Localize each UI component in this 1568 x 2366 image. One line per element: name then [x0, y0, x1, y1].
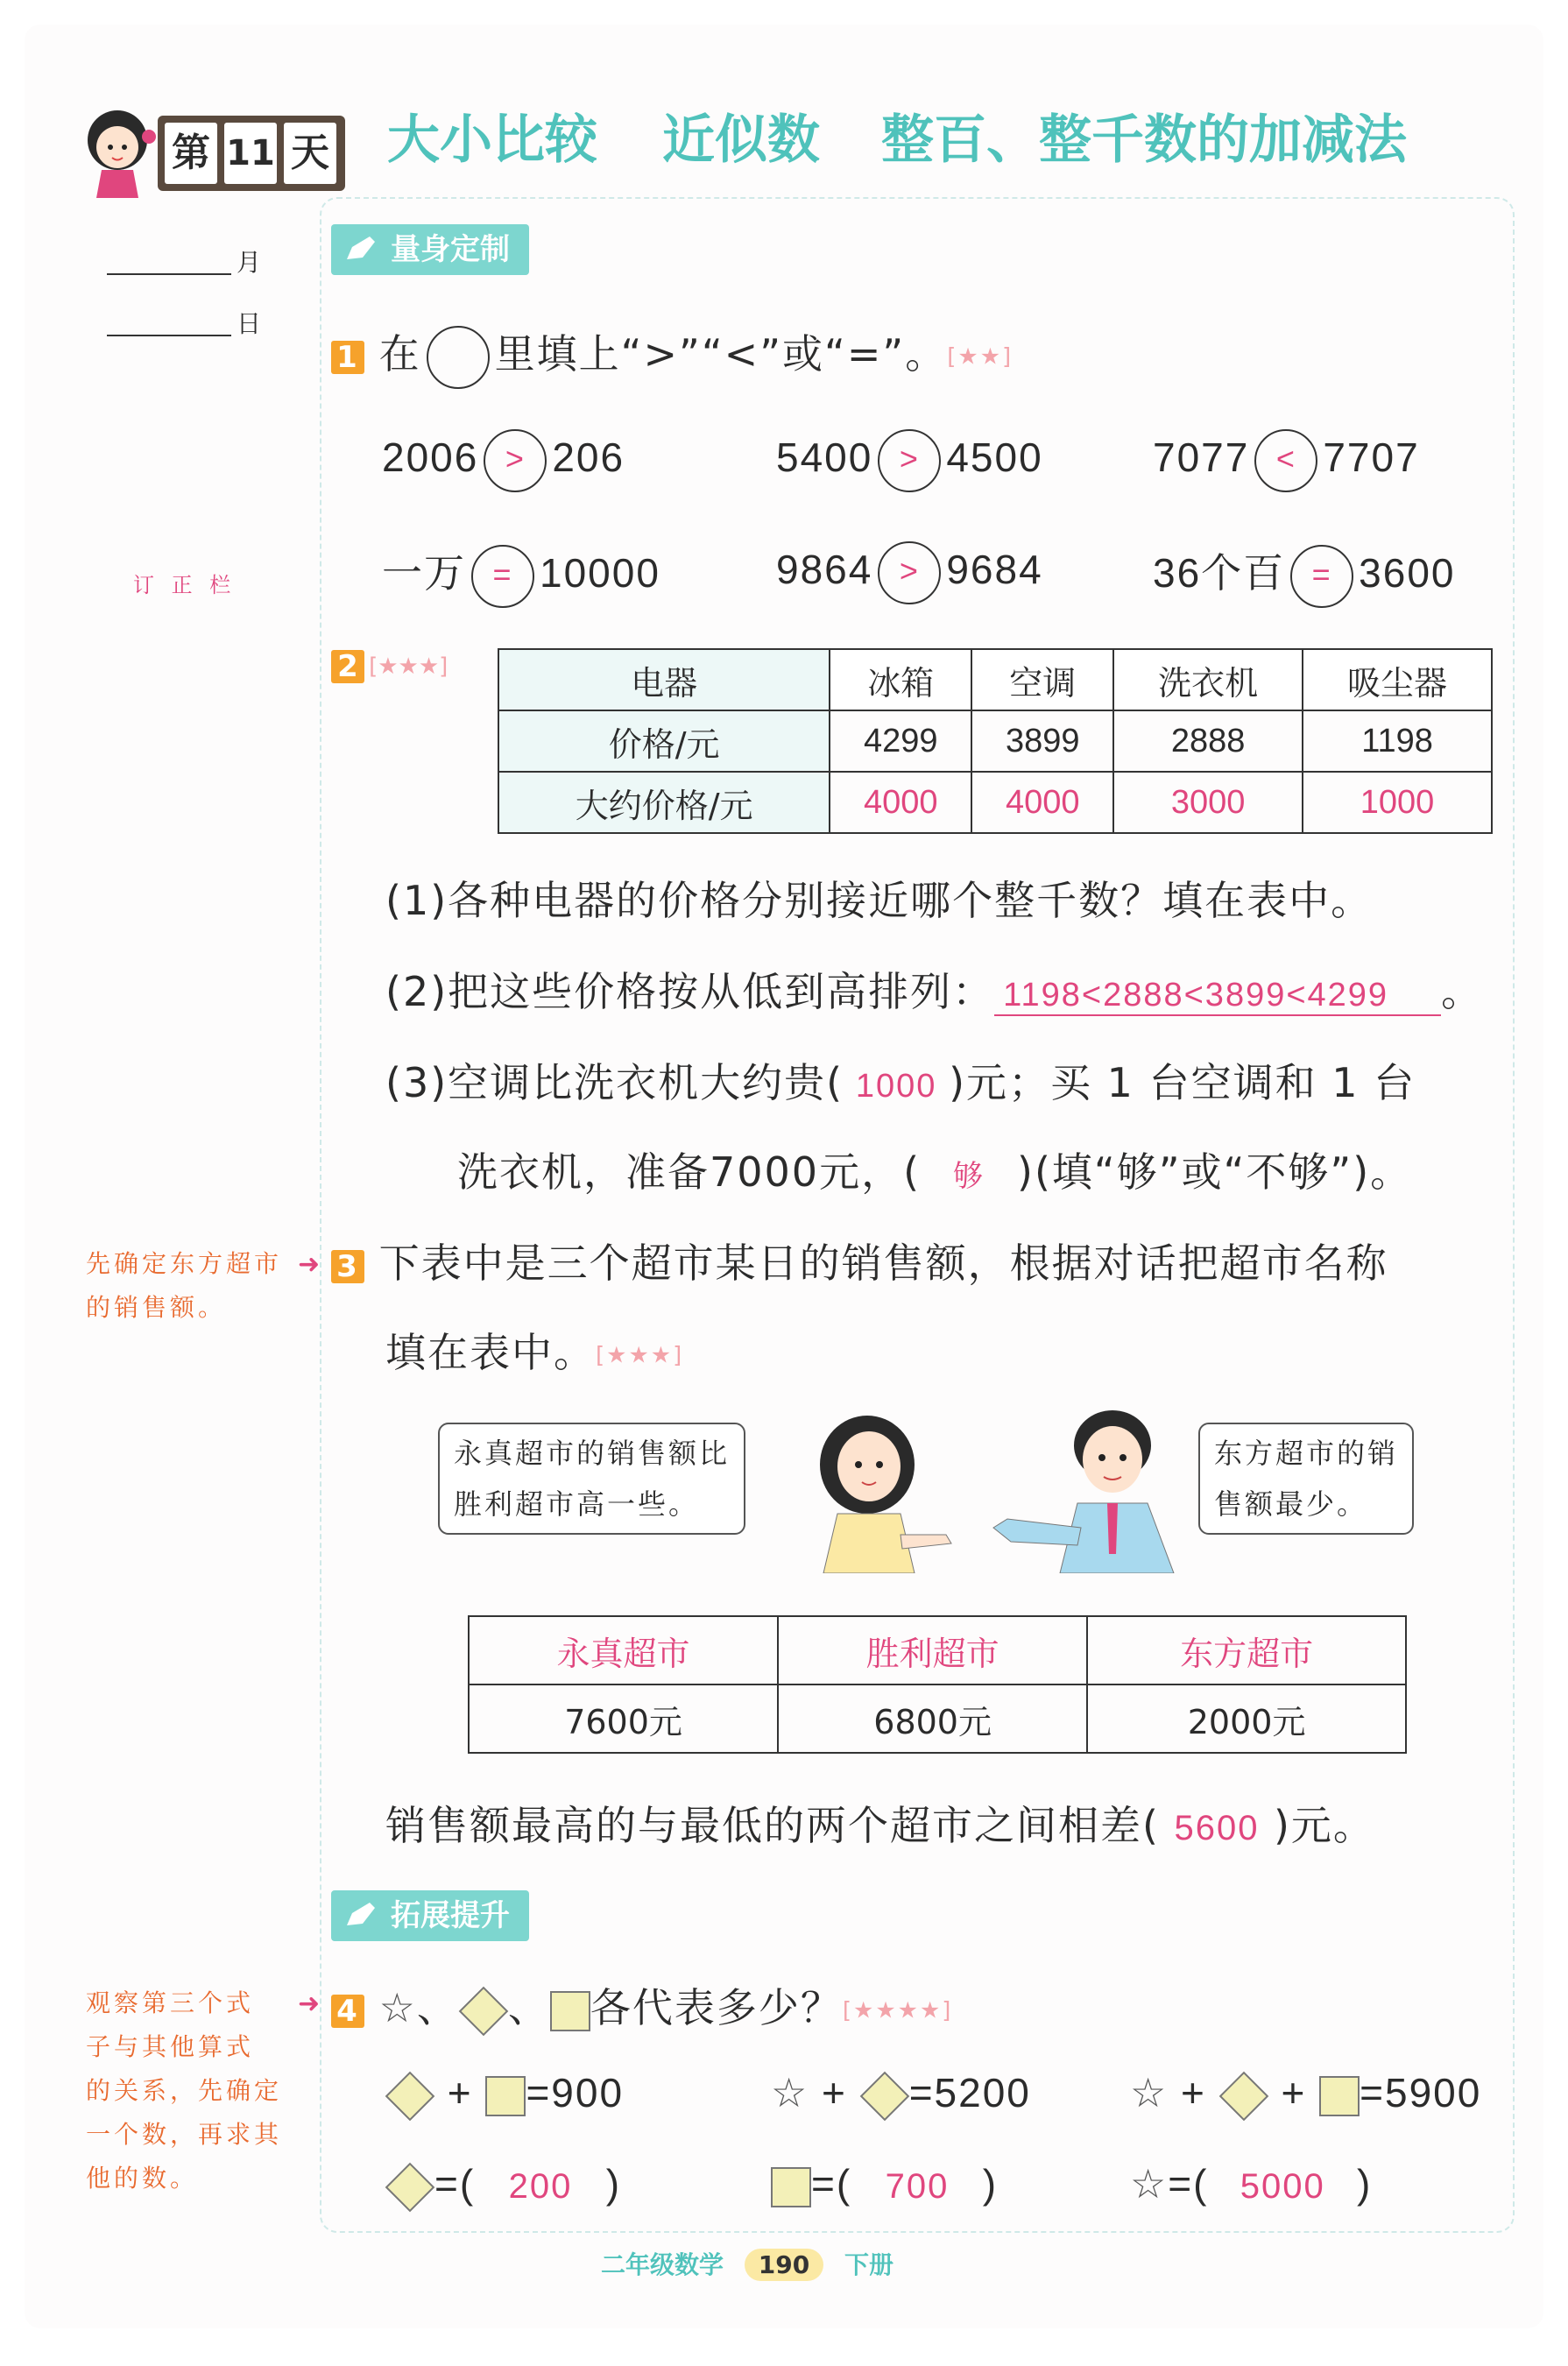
q4-prompt: 4 ☆、 、 各代表多少？[★★★★]: [331, 1976, 952, 2034]
q3-diff-answer[interactable]: 5600: [1174, 1809, 1260, 1847]
q3-hint-line2: 的销售额。: [86, 1293, 227, 1322]
q1-item-1: [382, 429, 625, 492]
q4-hint-line4: 一个数，再求其: [86, 2120, 283, 2149]
q4-eq2: ☆ + =5200: [771, 2069, 1031, 2116]
diamond-icon: [385, 2163, 435, 2213]
diamond-icon: [859, 2072, 909, 2122]
table-cell: 大约价格/元: [498, 772, 830, 833]
q1-prompt-after: 里填上“>”“<”或“=”。: [494, 330, 948, 378]
table-header-cell: 冰箱: [830, 649, 971, 710]
table-header-cell: 空调: [971, 649, 1113, 710]
q3-line2-text: 填在表中。: [385, 1329, 596, 1376]
q4-ans3: ☆=( 5000 ): [1130, 2161, 1373, 2207]
q2-sub3-answer2[interactable]: 够: [953, 1159, 985, 1194]
section-tag-extended: [331, 1890, 529, 1941]
q4-hint-line3: 的关系，先确定: [86, 2076, 283, 2105]
star-icon: ☆: [378, 1984, 417, 2031]
q1-item-5-right: 9684: [946, 547, 1043, 593]
answer-cell[interactable]: 永真超市: [469, 1616, 778, 1684]
table-row: [469, 1616, 1406, 1684]
q1-item-6-left: 36个百: [1153, 550, 1286, 596]
boy-speech-bubble: [1198, 1423, 1414, 1535]
diamond-icon: [385, 2072, 435, 2122]
table-cell: 2888: [1113, 710, 1303, 772]
q4-eq1: + =900: [385, 2069, 624, 2116]
table-row: [498, 772, 1492, 833]
table-header-cell: 电器: [498, 649, 830, 710]
q3-arrow-icon: ➜: [298, 1249, 321, 1280]
q1-item-6-right: 3600: [1359, 550, 1456, 596]
q2-label: [331, 650, 448, 683]
table-cell: 1198: [1303, 710, 1492, 772]
diamond-icon: [459, 1986, 509, 2036]
star-icon: ☆: [1130, 2070, 1169, 2115]
q4-ans-star[interactable]: 5000: [1240, 2167, 1325, 2206]
q4-ans1: =( 200 ): [385, 2160, 621, 2207]
topic-1: 大小比较: [387, 109, 597, 171]
table-row: [498, 649, 1492, 710]
q2-sub3-a: (3)空调比洗衣机大约贵(: [385, 1059, 844, 1106]
q1-item-3-left: 7077: [1153, 434, 1250, 481]
q2-sub2-answer[interactable]: 1198<2888<3899<4299: [994, 977, 1441, 1016]
footer-right: 下册: [844, 2250, 893, 2279]
q2-number: 2: [331, 650, 364, 683]
q3-diff-a: 销售额最高的与最低的两个超市之间相差(: [385, 1802, 1160, 1849]
girl-mascot: [77, 103, 158, 200]
table-header-cell: 洗衣机: [1113, 649, 1303, 710]
page-number: 190: [745, 2249, 823, 2281]
q4-number: 4: [331, 1995, 364, 2028]
day-badge: [158, 116, 345, 191]
square-icon: [1319, 2076, 1360, 2116]
q2-sub3: [385, 1051, 1416, 1109]
q3-hint: [86, 1242, 282, 1330]
answer-cell[interactable]: 东方超市: [1087, 1616, 1406, 1684]
q2-sub3-b: )元；买 1 台空调和 1 台: [949, 1059, 1416, 1106]
q1-item-6-answer[interactable]: =: [1290, 545, 1353, 608]
q1-item-4: [382, 541, 660, 608]
q4-arrow-icon: ➜: [298, 1988, 321, 2019]
q1-item-1-right: 206: [552, 434, 625, 481]
pencil-icon: [343, 233, 378, 265]
day-prefix: 第: [165, 123, 217, 184]
pencil-icon: [343, 1899, 378, 1931]
table-cell: 3899: [971, 710, 1113, 772]
table-row: [498, 710, 1492, 772]
q2-sub3-cont: [457, 1141, 1412, 1198]
bubble-girl-line2: 胜利超市高一些。: [454, 1487, 700, 1521]
q4-eq2-value: =5200: [908, 2070, 1031, 2115]
answer-cell[interactable]: 1000: [1303, 772, 1492, 833]
empty-circle-icon: [427, 326, 490, 389]
q4-eq1-value: =900: [526, 2070, 625, 2115]
q4-ans2: =( 700 ): [771, 2160, 998, 2207]
q2-sub1: (1)各种电器的价格分别接近哪个整千数？填在表中。: [385, 877, 1374, 924]
q2-sub2: [385, 960, 1483, 1018]
month-label: 月: [237, 248, 262, 277]
table-cell: 7600元: [469, 1684, 778, 1753]
q3-line1-text: 下表中是三个超市某日的销售额，根据对话把超市名称: [378, 1240, 1388, 1287]
q3-stars: [★★★]: [596, 1342, 684, 1369]
table-cell: 6800元: [778, 1684, 1087, 1753]
q1-item-5-answer[interactable]: >: [878, 541, 941, 604]
appliance-price-table: [498, 648, 1493, 834]
q1-item-4-answer[interactable]: =: [471, 545, 534, 608]
q3-number: 3: [331, 1250, 364, 1283]
q2-sub3-d: )(填“够”或“不够”)。: [1017, 1148, 1413, 1196]
q1-item-3-answer[interactable]: <: [1254, 429, 1317, 492]
q4-prompt-text: 各代表多少？: [590, 1984, 843, 2031]
star-icon: ☆: [1130, 2161, 1169, 2207]
supermarket-sales-table: [468, 1615, 1407, 1754]
q1-item-1-left: 2006: [382, 434, 479, 481]
table-cell: 价格/元: [498, 710, 830, 772]
day-suffix: 天: [284, 123, 336, 184]
section-tag-extended-label: 拓展提升: [391, 1898, 510, 1933]
bubble-girl-line1: 永真超市的销售额比: [454, 1437, 731, 1470]
day-number: 11: [224, 123, 277, 184]
q3-line2: [385, 1321, 683, 1379]
q1-item-1-answer[interactable]: >: [484, 429, 547, 492]
topic-2: 近似数: [662, 109, 820, 171]
section-tag-tailored: [331, 224, 529, 275]
q1-item-4-left: 一万: [382, 550, 466, 596]
day-line: [107, 335, 231, 336]
q4-ans-diamond[interactable]: 200: [508, 2167, 573, 2206]
correction-label: 订 正 栏: [133, 573, 237, 597]
q3-hint-line1: 先确定东方超市: [86, 1249, 283, 1278]
q4-eq3: ☆ + + =5900: [1130, 2069, 1481, 2116]
q2-sub2-text: (2)把这些价格按从低到高排列：: [385, 968, 995, 1015]
day-label: 日: [237, 309, 262, 338]
answer-cell[interactable]: 3000: [1113, 772, 1303, 833]
diamond-icon: [1218, 2072, 1268, 2122]
answer-cell[interactable]: 4000: [971, 772, 1113, 833]
q1-item-2-right: 4500: [946, 434, 1043, 481]
q1-item-5: [776, 541, 1043, 604]
q1-stars: [★★]: [947, 343, 1014, 371]
star-icon: ☆: [771, 2070, 809, 2115]
table-row: [469, 1684, 1406, 1753]
q1-item-2-answer[interactable]: >: [878, 429, 941, 492]
month-line: [107, 273, 231, 275]
q4-hint-line2: 子与其他算式: [86, 2032, 255, 2061]
bubble-boy-line1: 东方超市的销: [1214, 1437, 1399, 1470]
section-tag-tailored-label: 量身定制: [391, 232, 510, 267]
square-icon: [771, 2167, 811, 2207]
q4-hint-line1: 观察第三个式: [86, 1988, 255, 2017]
girl-speech-bubble: [438, 1423, 745, 1535]
q1-item-6: [1153, 541, 1456, 608]
q3-diff-b: )元。: [1273, 1802, 1375, 1849]
q1-item-2-left: 5400: [776, 434, 873, 481]
square-icon: [485, 2076, 526, 2116]
q2-sub3-c: 洗衣机，准备7000元，(: [457, 1148, 922, 1196]
bubble-boy-line2: 售额最少。: [1214, 1487, 1368, 1521]
q2-sub2-end: 。: [1441, 968, 1484, 1015]
table-header-cell: 吸尘器: [1303, 649, 1492, 710]
q3-line1: [331, 1232, 1388, 1289]
q1-item-3: [1153, 429, 1420, 492]
q1-item-5-left: 9864: [776, 547, 873, 593]
table-cell: 4299: [830, 710, 971, 772]
q1-number: 1: [331, 341, 364, 374]
square-icon: [550, 1991, 590, 2031]
q4-ans-square[interactable]: 700: [885, 2167, 950, 2206]
q2-sub3-answer1[interactable]: 1000: [855, 1068, 937, 1105]
q1-item-2: [776, 429, 1043, 492]
q3-difference: [385, 1794, 1375, 1852]
q1-item-4-right: 10000: [540, 550, 660, 596]
q1-prompt-before: 在: [378, 330, 421, 378]
footer: [601, 2246, 893, 2281]
q4-eq3-value: =5900: [1360, 2070, 1482, 2115]
q1-item-3-right: 7707: [1323, 434, 1420, 481]
footer-left: 二年级数学: [601, 2250, 724, 2279]
q4-hint-line5: 他的数。: [86, 2164, 199, 2193]
answer-cell[interactable]: 胜利超市: [778, 1616, 1087, 1684]
boy-figure: [990, 1405, 1191, 1573]
topic-3: 整百、整千数的加减法: [881, 109, 1407, 171]
q1-prompt: [331, 322, 1013, 389]
table-cell: 2000元: [1087, 1684, 1406, 1753]
q2-stars: [★★★]: [369, 653, 449, 680]
q4-hint: [86, 1981, 282, 2200]
answer-cell[interactable]: 4000: [830, 772, 971, 833]
q4-stars: [★★★★]: [842, 1997, 953, 2024]
girl-figure: [806, 1412, 955, 1573]
